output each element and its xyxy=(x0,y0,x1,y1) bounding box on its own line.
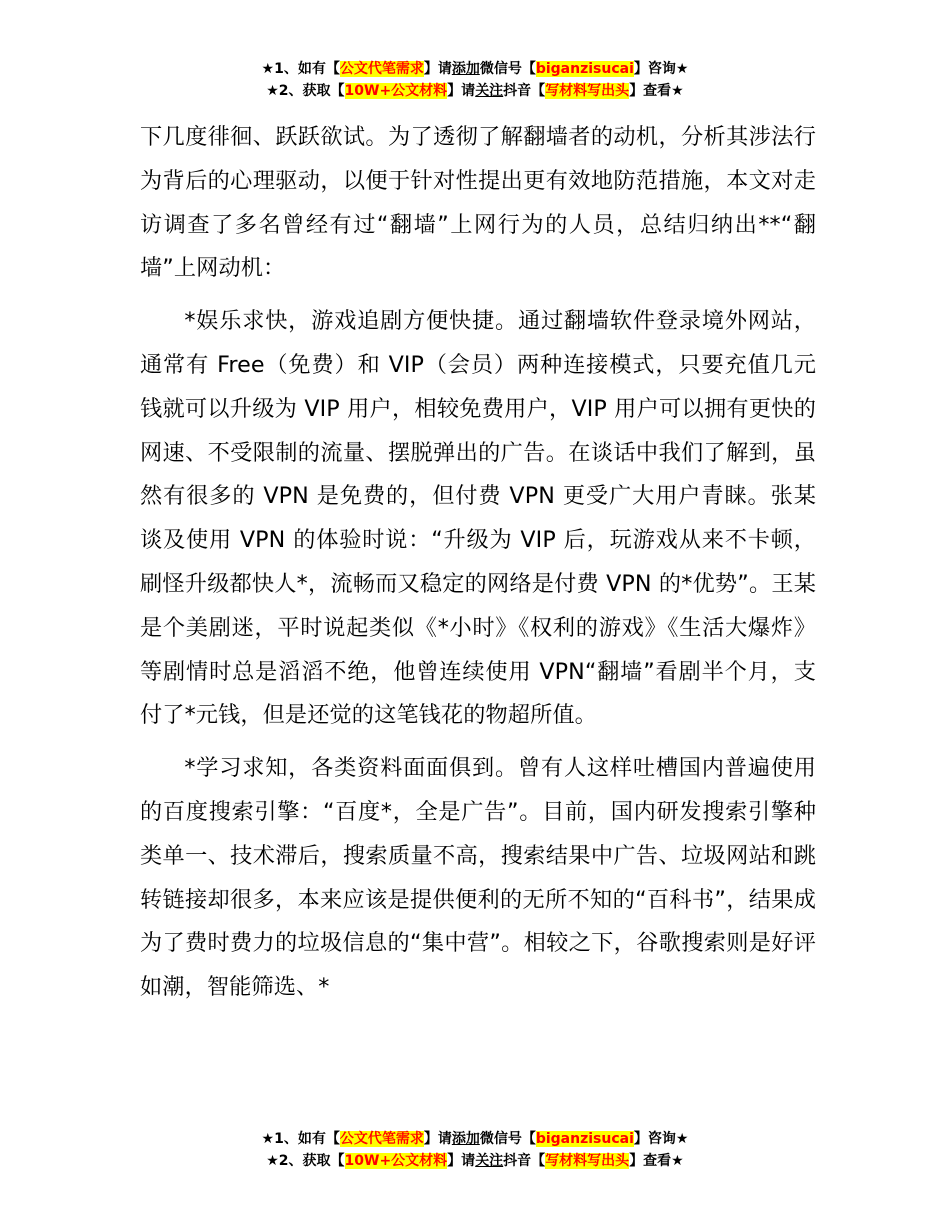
banner-emph-add: 添加 xyxy=(451,61,480,77)
paragraph-2: *娱乐求快，游戏追剧方便快捷。通过翻墙软件登录境外网站，通常有 Free（免费）和 VIP（会员）两种连接模式，只要充值几元钱就可以升级为 VIP 用户，相较免费用户，VIP 用户可以拥有更快的网速、不受限制的流量、摆脱弹出的广告。在谈话中我们了解到，虽然有很多的 VPN 是免费的，但付费 VPN 更受广大用户青睐。张某谈及使用 VPN 的体验时说：“升级为 VIP 后，玩游戏从来不卡顿，刷怪升级都快人*，流畅而又稳定的网络是付费 VPN 的*优势”。王某是个美剧迷，平时说起类似《*小时》《权利的游戏》《生活大爆炸》等剧情时总是滔滔不绝，他曾连续使用 VPN“翻墙”看剧半个月，支付了*元钱，但是还觉的这笔钱花的物超所值。 xyxy=(140,308,816,729)
banner-highlight-wechat-id: biganzisucai xyxy=(535,61,634,77)
footer-line-2-mid1: 】请 xyxy=(447,1153,476,1169)
banner-highlight-douyin-id: 写材料写出头 xyxy=(545,83,630,99)
banner-line-1-prefix: ★1、如有【 xyxy=(261,61,340,77)
banner-line-1-mid1: 】请 xyxy=(423,61,452,77)
banner-line-2-suffix: 】查看★ xyxy=(629,83,684,99)
footer-line-1 xyxy=(0,1128,950,1150)
banner-highlight-service: 公文代笔需求 xyxy=(339,61,424,77)
footer-highlight-wechat-id: biganzisucai xyxy=(535,1131,634,1147)
header-banner xyxy=(0,58,950,102)
paragraph-3: *学习求知，各类资料面面俱到。曾有人这样吐槽国内普遍使用的百度搜索引擎：“百度*，全是广告”。目前，国内研发搜索引擎种类单一、技术滞后，搜索质量不高，搜索结果中广告、垃圾网站和跳转链接却很多，本来应该是提供便利的无所不知的“百科书”，结果成为了费时费力的垃圾信息的“集中营”。相较之下，谷歌搜索则是好评如潮，智能筛选、* xyxy=(140,755,816,1001)
footer-line-1-mid2: 微信号【 xyxy=(479,1131,536,1147)
banner-highlight-materials: 10W+公文材料 xyxy=(344,83,448,99)
banner-emph-follow: 关注 xyxy=(475,83,504,99)
footer-highlight-douyin-id: 写材料写出头 xyxy=(545,1153,630,1169)
footer-line-1-mid1: 】请 xyxy=(423,1131,452,1147)
footer-line-2-mid2: 抖音【 xyxy=(503,1153,546,1169)
footer-line-1-suffix: 】咨询★ xyxy=(633,1131,689,1147)
banner-line-2-mid2: 抖音【 xyxy=(503,83,546,99)
footer-highlight-service: 公文代笔需求 xyxy=(339,1131,424,1147)
banner-line-2-mid1: 】请 xyxy=(447,83,476,99)
banner-line-1-suffix: 】咨询★ xyxy=(633,61,689,77)
footer-line-2-suffix: 】查看★ xyxy=(629,1153,684,1169)
footer-emph-add: 添加 xyxy=(451,1131,480,1147)
paragraph-1: 下几度徘徊、跃跃欲试。为了透彻了解翻墙者的动机，分析其涉法行为背后的心理驱动，以便于针对性提出更有效地防范措施，本文对走访调查了多名曾经有过“翻墙”上网行为的人员，总结归纳出**“翻墙”上网动机： xyxy=(140,124,816,282)
banner-line-2-prefix: ★2、获取【 xyxy=(266,83,345,99)
footer-line-2 xyxy=(0,1150,950,1172)
footer-banner xyxy=(0,1128,950,1172)
footer-line-1-prefix: ★1、如有【 xyxy=(261,1131,340,1147)
banner-line-1 xyxy=(0,58,950,80)
footer-line-2-prefix: ★2、获取【 xyxy=(266,1153,345,1169)
banner-line-1-mid2: 微信号【 xyxy=(479,61,536,77)
document-body xyxy=(140,116,816,1019)
footer-emph-follow: 关注 xyxy=(475,1153,504,1169)
footer-highlight-materials: 10W+公文材料 xyxy=(344,1153,448,1169)
banner-line-2 xyxy=(0,80,950,102)
